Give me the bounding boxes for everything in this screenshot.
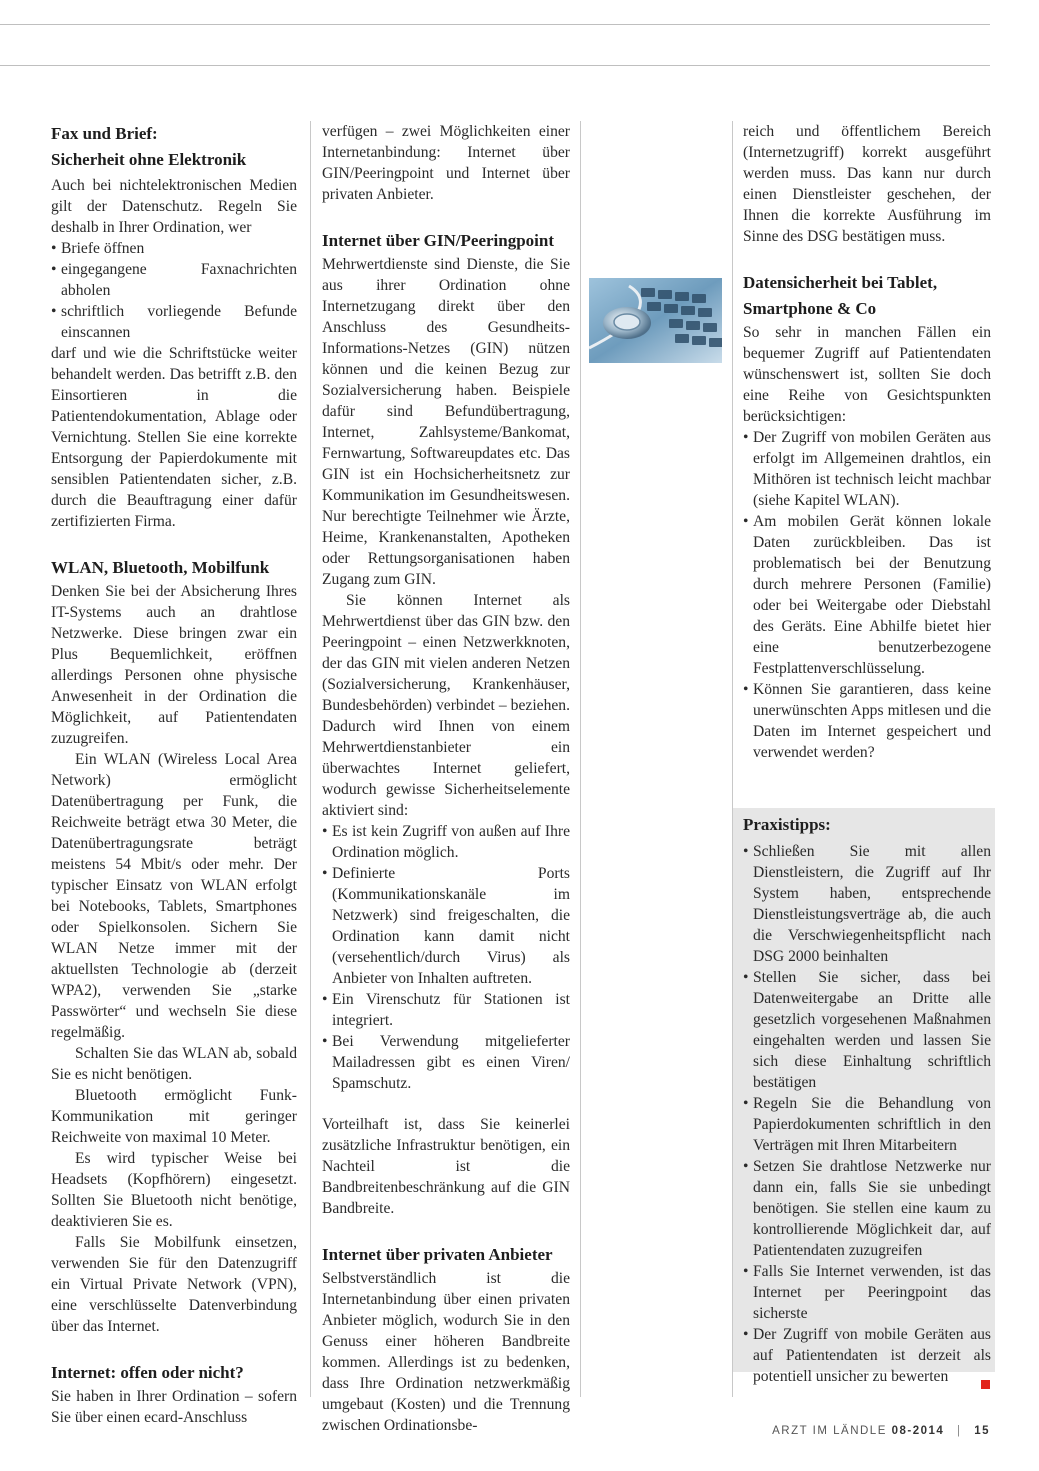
section-title: Internet: offen oder nicht? [51,1363,244,1382]
paragraph: darf und wie die Schriftstücke weiter behandelt werden. Das betrifft z.B. den Einsortieren in die Patientendokumentation, Ablage oder Vernichtung. Stellen Sie eine korrekte Entsorgung der Papierdokumente mit sensiblen Patientendaten sicher, z.B. durch die Beauftragung einer dafür zertifizierten Firma. [51,345,297,530]
bullet-list [51,238,297,343]
paragraph: So sehr in manchen Fällen ein bequemer Zugriff auf Patientendaten wünschenswert ist, sollten Sie doch eine Reihe von Gesichtspunkten berücksichtigen: [743,324,991,425]
paragraph: Falls Sie Mobilfunk einsetzen, verwenden Sie für den Datenzugriff ein Virtual Private Network (VPN), eine verschlüsselte Datenverbindung über das Internet. [51,1234,297,1335]
list-item: • Bei Verwendung mitgelieferter Mailadressen gibt es einen Viren/ Spamschutz. [322,1031,570,1094]
section-subtitle: Smartphone & Co [743,299,877,318]
paragraph: Vorteilhaft ist, dass Sie keinerlei zusätzliche Infrastruktur benötigen, ein Nachteil ist die Bandbreitenbeschränkung auf die GIN Bandbreite. [322,1116,570,1217]
end-mark-square [981,1380,990,1389]
paragraph: Selbstverständlich ist die Internetanbindung über einen privaten Anbieter möglich, wodurch Sie in den Genuss einer höheren Bandbreite kommen. Allerdings ist zu bedenken, dass Ihre Ordination netzwerkmäßig umgebaut (Kosten) und die Trennung zwischen Ordinationsbe- [322,1270,570,1434]
list-item: • Ein Virenschutz für Stationen ist integriert. [322,989,570,1031]
tip-item: • Stellen Sie sicher, dass bei Datenweitergabe an Dritte alle gesetzlich vorgesehenen Maßnahmen eingehalten werden und lassen Sie sich diese Einhaltung schriftlich bestätigen [743,967,991,1093]
list-item: • Briefe öffnen [51,238,297,259]
footer-separator: | [957,1425,962,1437]
section-title: WLAN, Bluetooth, Mobilfunk [51,558,270,577]
bullet-list [322,821,570,1094]
bullet-list [743,427,991,763]
paragraph: Schalten Sie das WLAN ab, sobald Sie es nicht benötigen. [51,1045,297,1083]
paragraph: Es wird typischer Weise bei Headsets (Kopfhörern) eingesetzt. Sollten Sie Bluetooth nicht benötige, deaktivieren Sie es. [51,1150,297,1230]
paragraph: Sie haben in Ihrer Ordination – sofern Sie über einen ecard-Anschluss [51,1388,297,1426]
tip-item: • Falls Sie Internet verwenden, ist das Internet per Peeringpoint das sicherste [743,1261,991,1324]
page-number: 15 [974,1425,990,1437]
list-item: • Am mobilen Gerät können lokale Daten zurückbleiben. Das ist problematisch bei der Benutzung durch mehrere Personen (Familie) oder bei Weitergabe oder Diebstahl des Geräts. Eine Abhilfe bietet hier eine benutzerbezogene Festplattenverschlüsselung. [743,511,991,679]
list-item: • Der Zugriff von mobilen Geräten aus erfolgt im Allgemeinen drahtlos, ein Mithören ist technisch leicht machbar (siehe Kapitel WLAN). [743,427,991,511]
header-rule-top [0,24,990,25]
paragraph: Ein WLAN (Wireless Local Area Network) ermöglicht Datenübertragung per Funk, die Reichweite beträgt etwa 30 Meter, die Datenübertragungsrate beträgt meistens 54 Mbit/s oder mehr. Der typischer Einsatz von WLAN erfolgt bei Notebooks, Tablets, Smartphones oder Spielkonsolen. Sichern Sie WLAN Netze immer mit der aktuellsten Technologie ab (derzeit WPA2), verwenden Sie „starke Passwörter“ und wechseln Sie diese regelmäßig. [51,751,297,1041]
paragraph: reich und öffentlichem Bereich (Internetzugriff) korrekt ausgeführt werden muss. Das kann nur durch einen Dienstleister geschehen, der Ihnen die korrekte Ausführung im Sinne des DSG bestätigen muss. [743,123,991,245]
list-item: • eingegangene Faxnachrichten abholen [51,259,297,301]
photo-illustration [589,278,722,363]
spacer [322,1094,570,1114]
paragraph: Bluetooth ermöglicht Funk-Kommunikation mit geringer Reichweite von maximal 10 Meter. [51,1087,297,1146]
page-footer [772,1425,990,1437]
tip-item: • Regeln Sie die Behandlung von Papierdokumenten schriftlich in den Verträgen mit Ihren Mitarbeitern [743,1093,991,1156]
praxistipps-content [743,812,991,1387]
paragraph: Sie können Internet als Mehrwertdienst über das GIN bzw. den Peeringpoint – einen Netzwerkknoten, der das GIN mit vielen anderen Netzen (Sozialversicherung, Krankenhäuser, Bundesbehörden) verbindet – beziehen. Dadurch wird Ihnen von einem Mehrwertdienstanbieter ein überwachtes Internet geliefert, wodurch gewisse Sicherheitselemente aktiviert sind: [322,592,570,819]
stethoscope-keyboard-photo [589,278,722,363]
paragraph: Mehrwertdienste sind Dienste, die Sie aus ihrer Ordination ohne Internetzugang direkt über den Anschluss des Gesundheits-Informations-Netzes (GIN) nützen können und die keinen Bezug zur Sozialversicherung haben. Beispiele dafür sind Befundübertragung, Internet, Zahlsysteme/Bankomat, Fernwartung, Softwareupdates etc. Das GIN ist ein Hochsicherheitsnetz zur Kommunikation im Gesundheitswesen. Nur berechtigte Teilnehmer wie Ärzte, Heime, Krankenanstalten, Apotheken oder Rettungsorganisationen haben Zugang zum GIN. [322,256,570,588]
paragraph: verfügen – zwei Möglichkeiten einer Internetanbindung: Internet über GIN/Peeringpoint und Internet über privaten Anbieter. [322,123,570,203]
tips-list [743,841,991,1387]
list-item: • Definierte Ports (Kommunikationskanäle im Netzwerk) sind freigeschalten, die Ordination kann damit nicht (versehentlich/durch Virus) als Anbieter von Inhalten auftreten. [322,863,570,989]
tip-item: • Schließen Sie mit allen Dienstleistern, die Zugriff auf Ihr System haben, entsprechende Dienstleistungsverträge ab, die auch die Verschwiegenheitspflicht nach DSG 2000 beinhalten [743,841,991,967]
column-divider-2 [580,121,581,1397]
section-title: Internet über privaten Anbieter [322,1245,553,1264]
list-item: • Es ist kein Zugriff von außen auf Ihre Ordination möglich. [322,821,570,863]
section-title: Internet über GIN/Peeringpoint [322,231,555,250]
paragraph: Denken Sie bei der Absicherung Ihres IT-Systems auch an drahtlose Netzwerke. Diese bringen zwar ein Plus Bequemlichkeit, eröffnen allerdings Personen ohne physische Anwesenheit in der Ordination die Möglichkeit, auf Patientendaten zuzugreifen. [51,583,297,747]
tips-title: Praxistipps: [743,815,831,834]
list-item: • schriftlich vorliegende Befunde einscannen [51,301,297,343]
tip-item: • Der Zugriff von mobile Geräten aus auf Patientendaten ist derzeit als potentiell unsicher zu bewerten [743,1324,991,1387]
column-divider-1 [310,121,311,1397]
list-item: • Können Sie garantieren, dass keine unerwünschten Apps mitlesen und die Daten im Internet gespeichert und verwendet werden? [743,679,991,763]
section-title: Datensicherheit bei Tablet, [743,273,938,292]
column-2 [322,121,570,1436]
column-1 [51,121,297,1428]
column-3 [743,121,991,763]
paragraph: Auch bei nichtelektronischen Medien gilt der Datenschutz. Regeln Sie deshalb in Ihrer Ordination, wer [51,177,297,236]
section-title: Fax und Brief: [51,124,158,143]
section-subtitle: Sicherheit ohne Elektronik [51,150,247,169]
tip-item: • Setzen Sie drahtlose Netzwerke nur dann ein, falls Sie sie unbedingt benötigen. Sie stellen eine kaum zu kontrollierende Möglichkeit dar, auf Patientendaten zuzugreifen [743,1156,991,1261]
header-rule-bottom [0,65,990,66]
magazine-name: ARZT IM LÄNDLE [772,1425,887,1437]
issue-number: 08-2014 [891,1425,945,1437]
